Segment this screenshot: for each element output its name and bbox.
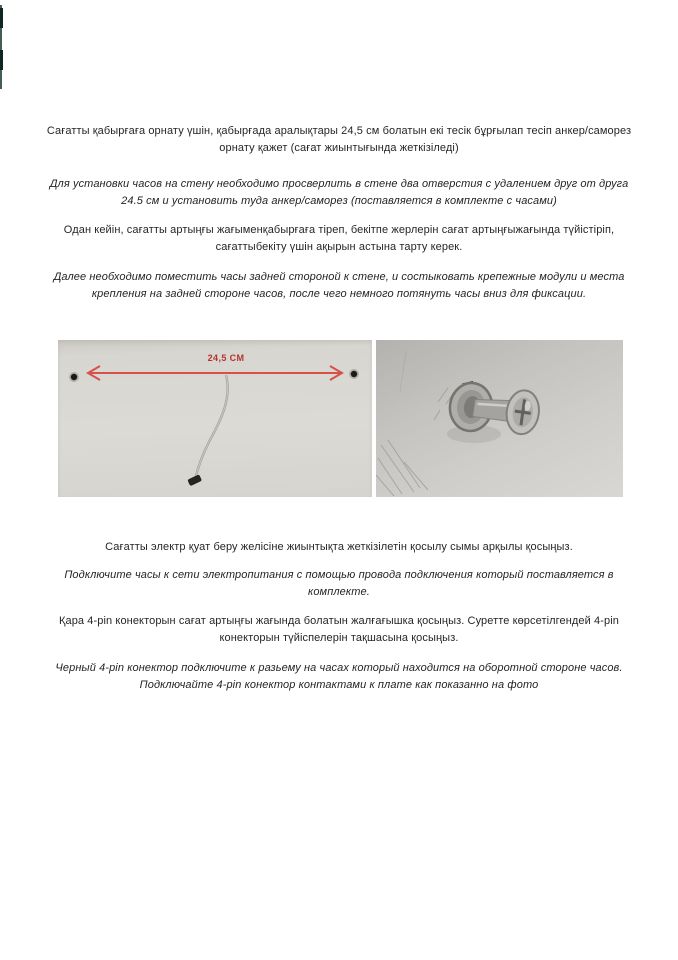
paragraph-russian-fixation [0,269,678,303]
measurement-label: 24,5 СМ [207,353,245,363]
drill-hole-left [71,374,77,380]
text-line: орнату қажет (сағат жиынтығында жеткізіледі) [219,142,459,154]
scan-edge-artifact [0,50,3,70]
paragraph-kazakh-power [0,539,678,556]
scan-edge-artifact [0,8,3,28]
figure-photos [58,340,623,497]
anchor-screw-graphic [376,340,623,497]
text-line: Подключайте 4-pin конектор контактами к плате как показанно на фото [139,679,539,691]
paragraph-kazakh-connector [0,613,678,647]
text-line: 24.5 см и установить туда анкер/саморез (поставляется в комплекте с часами) [121,195,557,207]
text-line: Сағатты қабырғаға орнату үшін, қабырғада аралықтары 24,5 см болатын екі тесік бұрғылап тесіп анкер/саморез [46,125,632,137]
text-line: конекторын түйіспелерін тақшасына қосыңыз. [219,632,459,644]
power-cable [195,375,228,480]
paragraph-russian-connector [0,660,678,694]
text-line: комплекте. [308,586,370,598]
photo-anchor-screw [376,340,623,497]
paragraph-russian-mounting [0,176,678,210]
text-line: сағаттыбекіту үшін ақырын астына тарту керек. [215,241,463,253]
text-line: Для установки часов на стену необходимо просверлить в стене два отверстия с удалением друг от друга [49,178,629,190]
paragraph-kazakh-fixation [0,222,678,256]
text-line: Сағатты электр қуат беру желісіне жиынтықта жеткізілетін қосылу сымы арқылы қосыңыз. [105,541,573,553]
photo-wall-holes [58,340,372,497]
measurement-arrow-graphic [58,340,372,497]
text-line: Подключите часы к сети электропитания с помощью провода подключения который поставляется в [64,569,614,581]
text-line: Далее необходимо поместить часы задней стороной к стене, и состыковать крепежные модули и места [53,271,625,283]
paragraph-russian-power [0,567,678,601]
cable-connector [187,474,202,486]
text-line: Одан кейін, сағатты артыңғы жағыменқабырғаға тіреп, бекітпе жерлерін сағат артыңғыжағында түйістіріп, [63,224,615,236]
text-line: крепления на задней стороне часов, после чего немного потянуть часы вниз для фиксации. [91,288,587,300]
drill-hole-right [351,371,357,377]
text-line: Черный 4-pin конектор подключите к разьему на часах который находится на оборотной стороне часов. [55,662,623,674]
text-line: Қара 4-pin конекторын сағат артыңғы жағында болатын жалғағышка қосыңыз. Суретте көрсетілгендей 4-pin [58,615,620,627]
paragraph-kazakh-mounting [0,123,678,157]
